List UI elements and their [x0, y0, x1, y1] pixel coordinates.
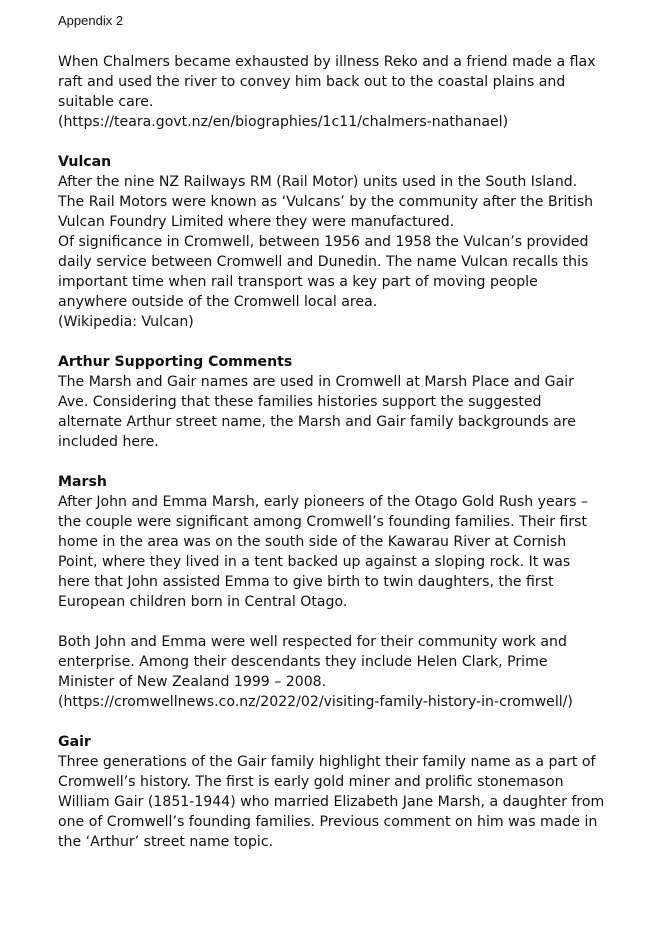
arthur-heading: Arthur Supporting Comments [58, 354, 293, 370]
marsh-paragraph-2: Both John and Emma were well respected for their community work and enterprise. Among their descendants they include Helen Clark, Prime Minister of New Zealand 1999 – 2008. [58, 634, 567, 690]
gair-paragraph: Three generations of the Gair family highlight their family name as a part of Cromwell’s history. The first is early gold miner and prolific stonemason William Gair (1851-1944) who married Elizabeth Jane Marsh, a daughter from one of Cromwell’s founding families. Previous comment on him was made in the ‘Arthur’ street name topic. [58, 754, 605, 850]
gair-heading: Gair [58, 734, 91, 750]
marsh-paragraph-1: After John and Emma Marsh, early pioneers of the Otago Gold Rush years – the couple were significant among Cromwell’s founding families. Their first home in the area was on the south side of the Kawarau River at Cornish Point, where they lived in a tent backed up against a sloping rock. It was here that John assisted Emma to give birth to twin daughters, the first European children born in Central Otago. [58, 494, 588, 610]
page-header: Appendix 2 [58, 13, 124, 28]
marsh-source: (https://cromwellnews.co.nz/2022/02/visiting-family-history-in-cromwell/) [58, 694, 573, 710]
intro-paragraph: When Chalmers became exhausted by illness Reko and a friend made a flax raft and used the river to convey him back out to the coastal plains and suitable care. [58, 54, 596, 110]
document-body [58, 52, 605, 852]
vulcan-heading: Vulcan [58, 154, 112, 170]
marsh-section [58, 472, 605, 612]
marsh-heading: Marsh [58, 474, 107, 490]
intro-source: (https://teara.govt.nz/en/biographies/1c11/chalmers-nathanael) [58, 114, 509, 130]
vulcan-source: (Wikipedia: Vulcan) [58, 314, 194, 330]
intro-section [58, 52, 605, 132]
marsh-section-continued [58, 632, 605, 712]
arthur-section [58, 352, 605, 452]
arthur-paragraph: The Marsh and Gair names are used in Cromwell at Marsh Place and Gair Ave. Considering that these families histories support the suggested alternate Arthur street name, the Marsh and Gair family backgrounds are included here. [58, 374, 576, 450]
vulcan-paragraph-2: Of significance in Cromwell, between 1956 and 1958 the Vulcan’s provided daily service between Cromwell and Dunedin. The name Vulcan recalls this important time when rail transport was a key part of moving people anywhere outside of the Cromwell local area. [58, 234, 589, 310]
gair-section [58, 732, 605, 852]
vulcan-paragraph-1: After the nine NZ Railways RM (Rail Motor) units used in the South Island. The Rail Motors were known as ‘Vulcans’ by the community after the British Vulcan Foundry Limited where they were manufactured. [58, 174, 594, 230]
vulcan-section [58, 152, 605, 332]
